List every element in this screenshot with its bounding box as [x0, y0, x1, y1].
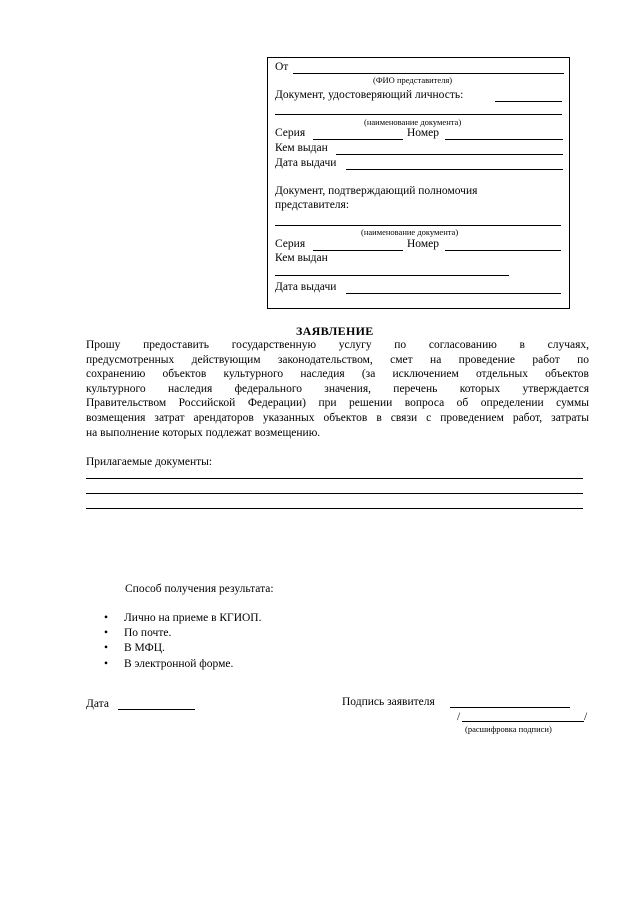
- attachments-label: Прилагаемые документы:: [86, 456, 213, 468]
- signature-field[interactable]: [450, 707, 570, 708]
- bullet-icon: •: [104, 612, 109, 624]
- number-field-2[interactable]: [445, 250, 561, 251]
- attachments-line-3[interactable]: [86, 508, 583, 509]
- series-label: Серия: [275, 127, 306, 139]
- issued-by-label-2: Кем выдан: [275, 252, 328, 264]
- series-field[interactable]: [313, 139, 403, 140]
- attachments-line-2[interactable]: [86, 493, 583, 494]
- id-document-label: Документ, удостоверяющий личность:: [275, 89, 464, 101]
- authority-document-name-field[interactable]: [275, 225, 561, 226]
- issue-date-field[interactable]: [346, 169, 563, 170]
- document-name-caption-2: (наименование документа): [361, 227, 459, 237]
- result-option[interactable]: [104, 657, 261, 672]
- result-option[interactable]: [104, 626, 261, 641]
- number-field[interactable]: [445, 139, 563, 140]
- bullet-icon: •: [104, 627, 109, 640]
- date-label: Дата: [86, 698, 109, 710]
- result-option[interactable]: [104, 611, 261, 626]
- statement-body: [86, 338, 589, 440]
- bullet-icon: •: [104, 657, 109, 670]
- result-option-label: В электронной форме.: [124, 657, 234, 670]
- from-field[interactable]: [293, 73, 564, 74]
- authority-document-label-cont: представителя:: [275, 199, 350, 211]
- result-method-options: [104, 611, 261, 672]
- issued-by-field-2[interactable]: [275, 275, 509, 276]
- body-line: сохранению объектов культурного наследия (за исключением отдельных объектов: [86, 368, 589, 381]
- statement-title: ЗАЯВЛЕНИЕ: [296, 324, 374, 338]
- result-option-label: Лично на приеме в КГИОП.: [124, 612, 262, 624]
- body-line: предусмотренных действующим законодательством, смет на проведение работ по: [86, 353, 589, 366]
- issue-date-label: Дата выдачи: [275, 157, 337, 169]
- number-label: Номер: [407, 127, 439, 139]
- slash-left: /: [457, 711, 461, 723]
- bullet-icon: •: [104, 642, 109, 655]
- document-name-caption: (наименование документа): [364, 117, 462, 127]
- id-document-field[interactable]: [495, 101, 562, 102]
- attachments-line-1[interactable]: [86, 478, 583, 479]
- body-line: Прошу предоставить государственную услугу по согласованию в случаях,: [86, 339, 589, 351]
- date-field[interactable]: [118, 709, 195, 710]
- issued-by-field[interactable]: [336, 154, 563, 155]
- result-option-label: В МФЦ.: [124, 642, 165, 655]
- body-line: возмещения затрат арендаторов указанных объектов в связи с проведением работ, затраты: [86, 411, 589, 424]
- result-method-label: Способ получения результата:: [125, 583, 274, 595]
- number-label-2: Номер: [407, 238, 439, 250]
- issued-by-label: Кем выдан: [275, 142, 328, 154]
- signature-caption: (расшифровка подписи): [465, 724, 552, 734]
- body-line: культурного наследия федерального значения, перечень которых утверждается: [86, 382, 589, 395]
- body-line: Правительством Российской Федерации) при решении вопроса об определении суммы: [86, 397, 589, 410]
- series-label-2: Серия: [275, 238, 306, 250]
- from-label: От: [275, 61, 289, 73]
- result-option[interactable]: [104, 641, 261, 656]
- body-line: на выполнение которых подлежат возмещению.: [86, 426, 321, 439]
- authority-document-label: Документ, подтверждающий полномочия: [275, 185, 478, 197]
- fio-caption: (ФИО представителя): [373, 75, 453, 85]
- signature-decoding-field[interactable]: [462, 721, 584, 722]
- slash-right: /: [584, 711, 588, 723]
- issue-date-field-2[interactable]: [346, 293, 561, 294]
- result-option-label: По почте.: [124, 627, 172, 640]
- issue-date-label-2: Дата выдачи: [275, 281, 337, 293]
- signature-label: Подпись заявителя: [342, 696, 435, 708]
- id-document-name-field[interactable]: [275, 114, 562, 115]
